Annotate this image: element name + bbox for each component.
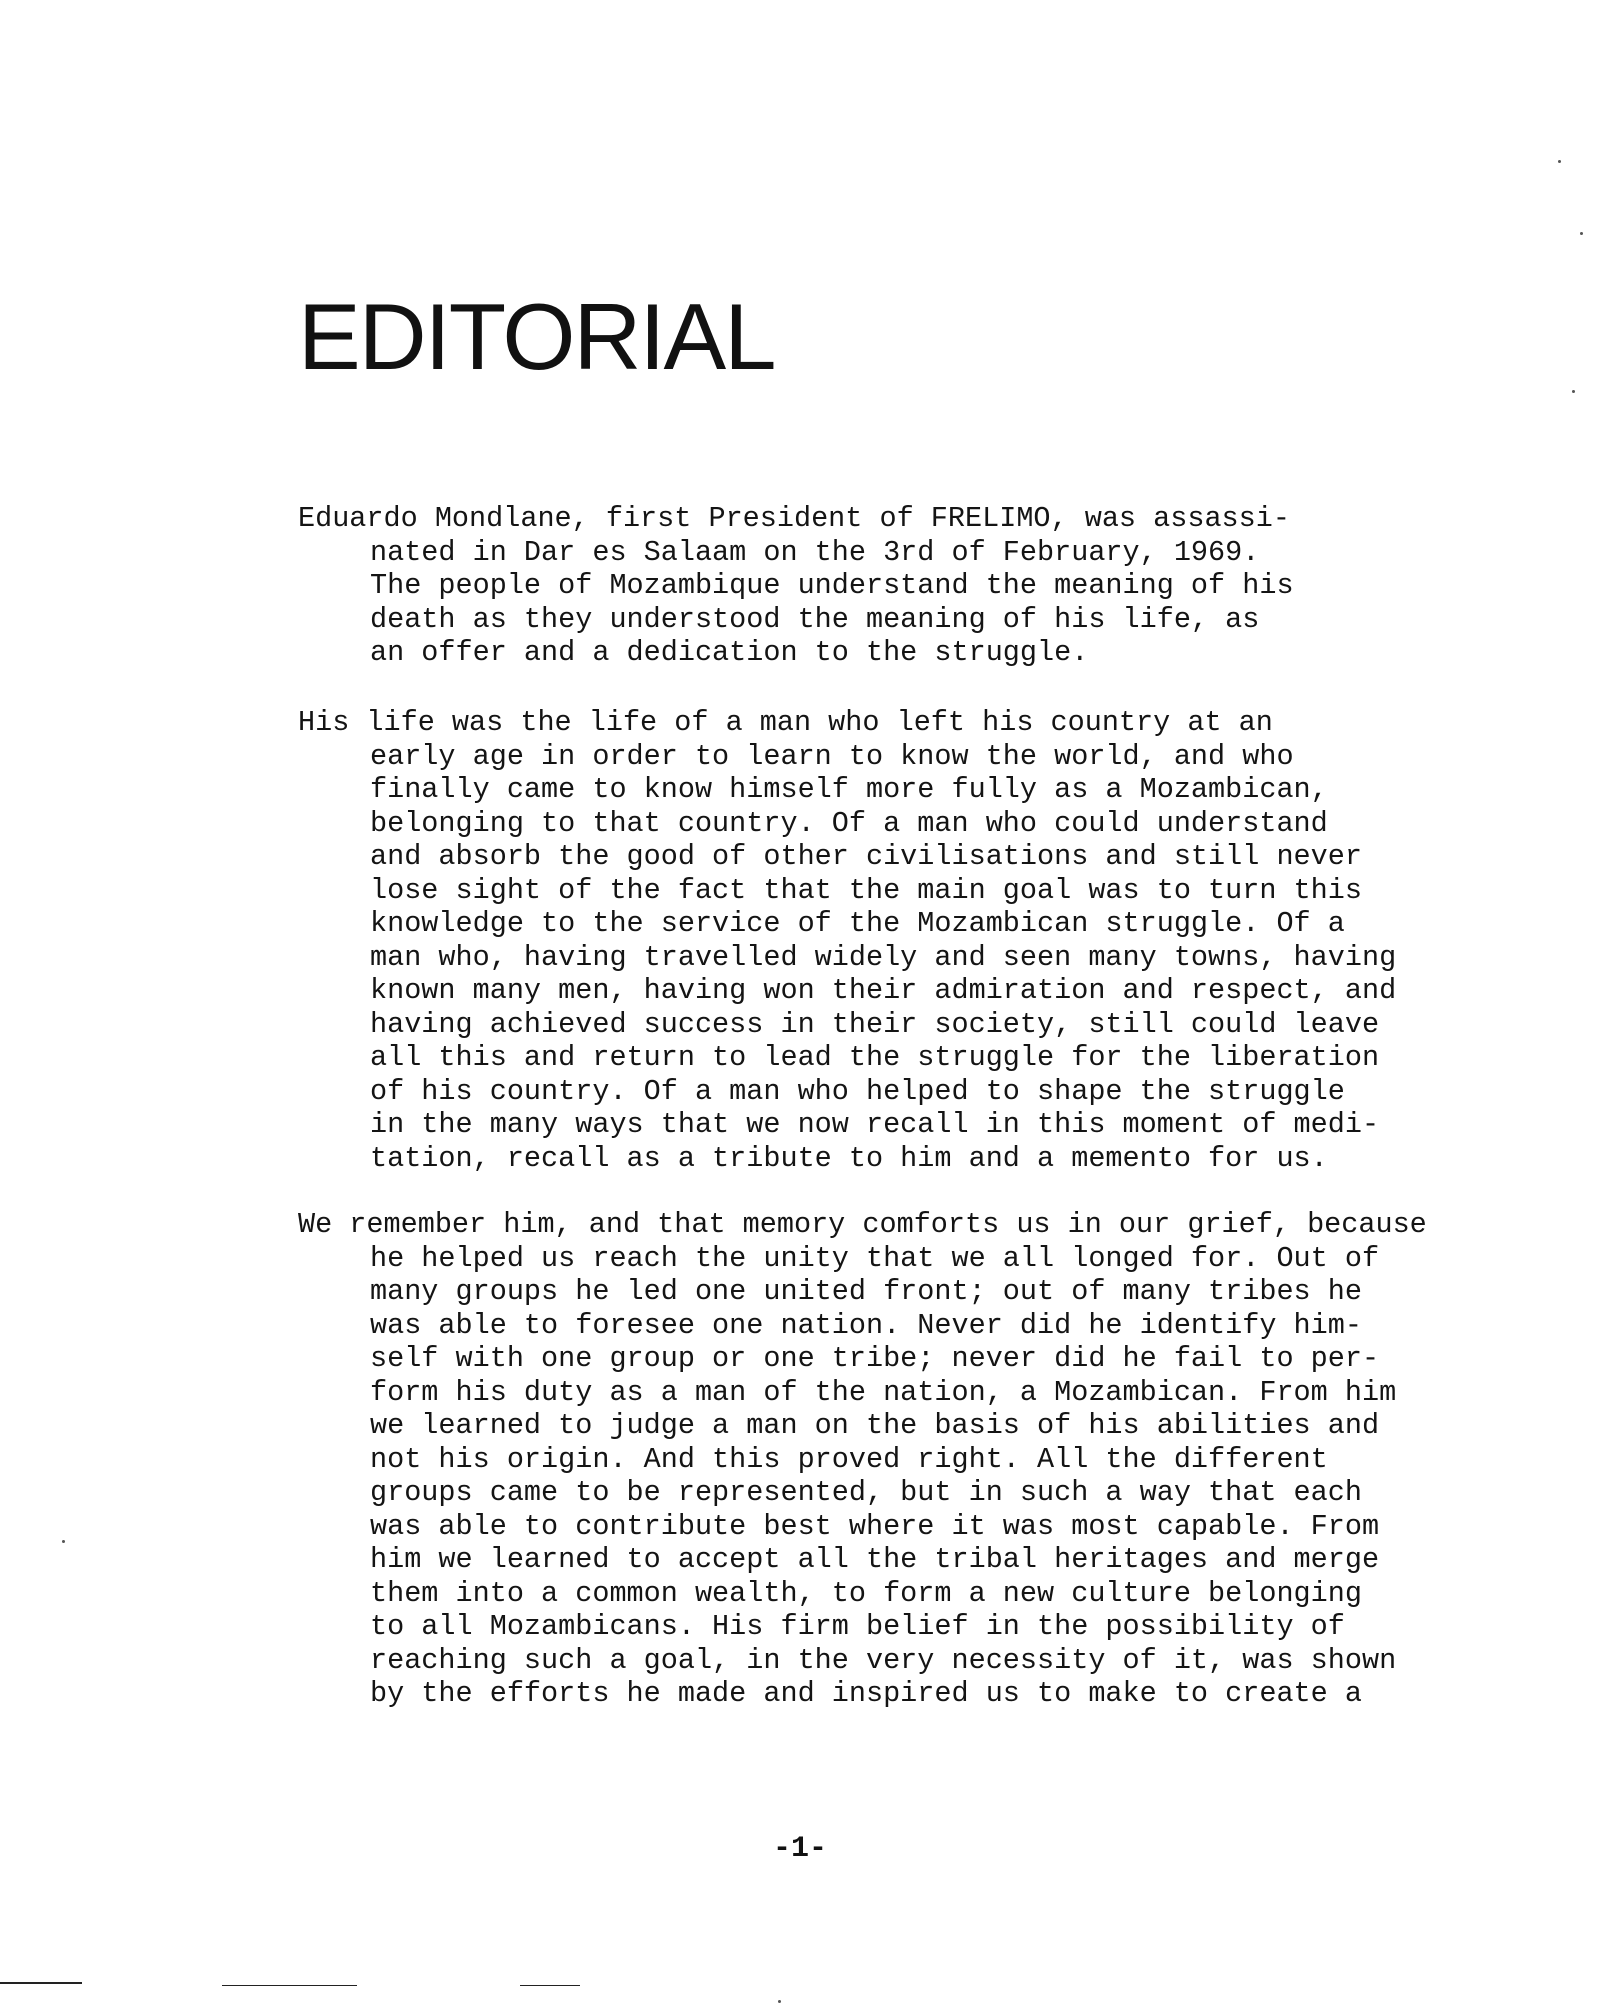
text-line: not his origin. And this proved right. All the different bbox=[370, 1442, 1328, 1476]
scan-speck bbox=[778, 2000, 781, 2003]
text-line: him we learned to accept all the tribal heritages and merge bbox=[370, 1543, 1380, 1576]
scan-speck bbox=[1580, 232, 1583, 235]
text-line: form his duty as a man of the nation, a Mozambican. From him bbox=[370, 1375, 1397, 1409]
scan-rule bbox=[0, 1982, 82, 1984]
text-line: His life was the life of a man who left his country at an bbox=[298, 706, 1273, 739]
scan-rule bbox=[222, 1985, 357, 1986]
text-line: tation, recall as a tribute to him and a memento for us. bbox=[370, 1141, 1328, 1175]
scan-speck bbox=[1572, 390, 1575, 393]
text-line: finally came to know himself more fully as a Mozambican, bbox=[370, 773, 1328, 806]
page-title: EDITORIAL bbox=[298, 284, 775, 389]
text-line: belonging to that country. Of a man who could understand bbox=[370, 806, 1328, 840]
text-line: Eduardo Mondlane, first President of FRELIMO, was assassi- bbox=[298, 502, 1290, 535]
paragraph bbox=[298, 502, 1294, 670]
text-line: groups came to be represented, but in such a way that each bbox=[370, 1476, 1362, 1509]
text-line: early age in order to learn to know the world, and who bbox=[370, 739, 1294, 773]
paragraph bbox=[298, 706, 1396, 1175]
text-line: to all Mozambicans. His firm belief in the possibility of bbox=[370, 1610, 1345, 1643]
text-line: by the efforts he made and inspired us to make to create a bbox=[370, 1677, 1362, 1710]
scan-rule bbox=[520, 1985, 580, 1986]
text-line: and absorb the good of other civilisations and still never bbox=[370, 840, 1362, 873]
text-line: an offer and a dedication to the struggle. bbox=[370, 636, 1089, 669]
text-line: of his country. Of a man who helped to shape the struggle bbox=[370, 1074, 1345, 1108]
text-line: nated in Dar es Salaam on the 3rd of February, 1969. bbox=[370, 535, 1260, 569]
text-line: many groups he led one united front; out of many tribes he bbox=[370, 1275, 1362, 1308]
paragraph bbox=[298, 1208, 1427, 1711]
scan-speck bbox=[62, 1540, 65, 1543]
page-number: -1- bbox=[772, 1832, 827, 1866]
text-line: in the many ways that we now recall in this moment of medi- bbox=[370, 1108, 1380, 1141]
text-line: reaching such a goal, in the very necessity of it, was shown bbox=[370, 1643, 1397, 1677]
text-line: all this and return to lead the struggle for the liberation bbox=[370, 1041, 1380, 1074]
text-line: known many men, having won their admiration and respect, and bbox=[370, 974, 1397, 1007]
text-line: having achieved success in their society, still could leave bbox=[370, 1007, 1380, 1041]
text-line: knowledge to the service of the Mozambican struggle. Of a bbox=[370, 907, 1345, 940]
text-line: self with one group or one tribe; never did he fail to per- bbox=[370, 1342, 1380, 1375]
text-line: man who, having travelled widely and seen many towns, having bbox=[370, 940, 1397, 974]
text-line: The people of Mozambique understand the meaning of his bbox=[370, 569, 1294, 602]
text-line: was able to foresee one nation. Never did he identify him- bbox=[370, 1308, 1362, 1342]
text-line: was able to contribute best where it was most capable. From bbox=[370, 1509, 1380, 1543]
text-line: We remember him, and that memory comforts us in our grief, because bbox=[298, 1208, 1427, 1241]
text-line: death as they understood the meaning of his life, as bbox=[370, 602, 1260, 636]
text-line: lose sight of the fact that the main goal was to turn this bbox=[370, 873, 1362, 907]
text-line: we learned to judge a man on the basis of his abilities and bbox=[370, 1409, 1380, 1442]
text-line: them into a common wealth, to form a new culture belonging bbox=[370, 1576, 1362, 1610]
scan-speck bbox=[1558, 160, 1561, 163]
text-line: he helped us reach the unity that we all longed for. Out of bbox=[370, 1241, 1380, 1275]
